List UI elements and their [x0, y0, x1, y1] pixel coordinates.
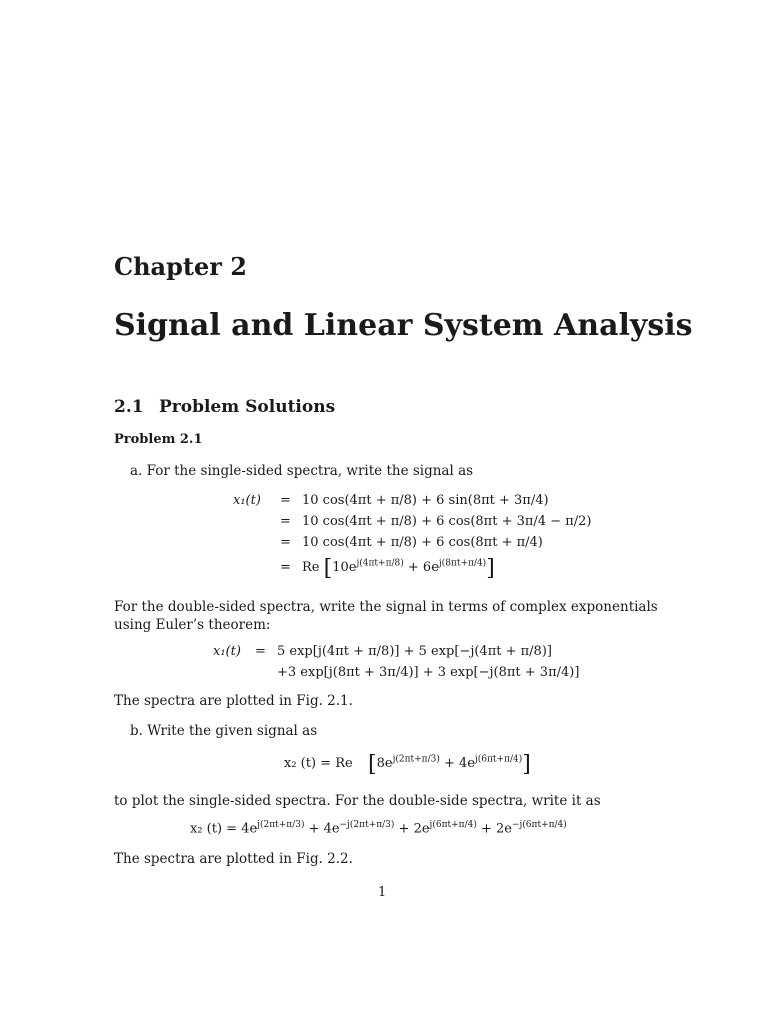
right-bracket: ] [522, 752, 531, 777]
equation-rhs: 10 cos(4πt + π/8) + 6 sin(8πt + 3π/4) [302, 493, 549, 508]
equals-sign: = [255, 644, 266, 659]
equation-lhs: x₁(t) [233, 493, 261, 508]
equation-lhs: x₂ (t) = Re [284, 756, 353, 771]
exponent: −j(2πt+π/3) [339, 820, 395, 830]
equals-sign: = [280, 493, 291, 508]
equation-rhs: 5 exp[j(4πt + π/8)] + 5 exp[−j(4πt + π/8)] [277, 644, 552, 659]
term: + 2e [476, 821, 512, 837]
equation-rhs-re [368, 752, 531, 777]
chapter-title: Signal and Linear System Analysis [114, 308, 693, 343]
equation-x1-line-1 [0, 493, 768, 513]
term: x₂ (t) = 4e [190, 821, 258, 837]
to-plot-paragraph: to plot the single-sided spectra. For the double-side spectra, write it as [114, 793, 601, 809]
plotted-note-2: The spectra are plotted in Fig. 2.2. [114, 851, 353, 867]
exponent: j(2πt+π/3) [257, 820, 305, 830]
term: 8e [376, 756, 393, 771]
exponent: j(8πt+π/4) [438, 558, 487, 569]
equation-rhs-re [302, 556, 495, 581]
equals-sign: = [280, 514, 291, 529]
part-b-intro: b. Write the given signal as [130, 723, 318, 739]
equation-x2-single [0, 752, 768, 778]
left-bracket: [ [368, 752, 377, 777]
section-title: Problem Solutions [159, 397, 336, 417]
term: + 2e [394, 821, 430, 837]
exponent: j(6πt+π/4) [474, 754, 523, 765]
equals-sign: = [280, 535, 291, 550]
term: + 4e [439, 756, 475, 771]
equation-x1-line-2 [0, 514, 768, 534]
equation-x1-line-3 [0, 535, 768, 555]
equation-x2-double [190, 820, 567, 842]
term: 10e [332, 560, 357, 575]
exponent: j(4πt+π/8) [356, 558, 404, 569]
re-operator: Re [302, 560, 320, 575]
left-bracket: [ [323, 556, 333, 581]
problem-heading: Problem 2.1 [114, 432, 203, 447]
equation-rhs: +3 exp[j(8πt + 3π/4)] + 3 exp[−j(8πt + 3π/4)] [277, 665, 580, 680]
page-number: 1 [378, 885, 387, 900]
double-sided-paragraph: For the double-sided spectra, write the signal in terms of complex exponentials using Euler’s theorem: [114, 599, 658, 633]
equation-euler-line-2 [0, 665, 768, 685]
equals-sign: = [280, 560, 291, 575]
plotted-note-1: The spectra are plotted in Fig. 2.1. [114, 693, 353, 709]
section-heading [114, 397, 335, 417]
term: + 4e [304, 821, 340, 837]
exponent: j(2πt+π/3) [392, 754, 440, 765]
part-a-intro: a. For the single-sided spectra, write the signal as [130, 463, 474, 479]
equation-rhs: 10 cos(4πt + π/8) + 6 cos(8πt + π/4) [302, 535, 543, 550]
equation-euler-line-1 [0, 644, 768, 664]
chapter-label: Chapter 2 [114, 252, 247, 281]
exponent: j(6πt+π/4) [429, 820, 477, 830]
equation-rhs: 10 cos(4πt + π/8) + 6 cos(8πt + 3π/4 − π/2) [302, 514, 592, 529]
section-number: 2.1 [114, 397, 144, 417]
term: + 6e [403, 560, 439, 575]
equation-x1-line-4 [0, 556, 768, 582]
right-bracket: ] [486, 556, 495, 581]
exponent: −j(6πt+π/4) [511, 820, 567, 830]
equation-lhs: x₁(t) [213, 644, 241, 659]
